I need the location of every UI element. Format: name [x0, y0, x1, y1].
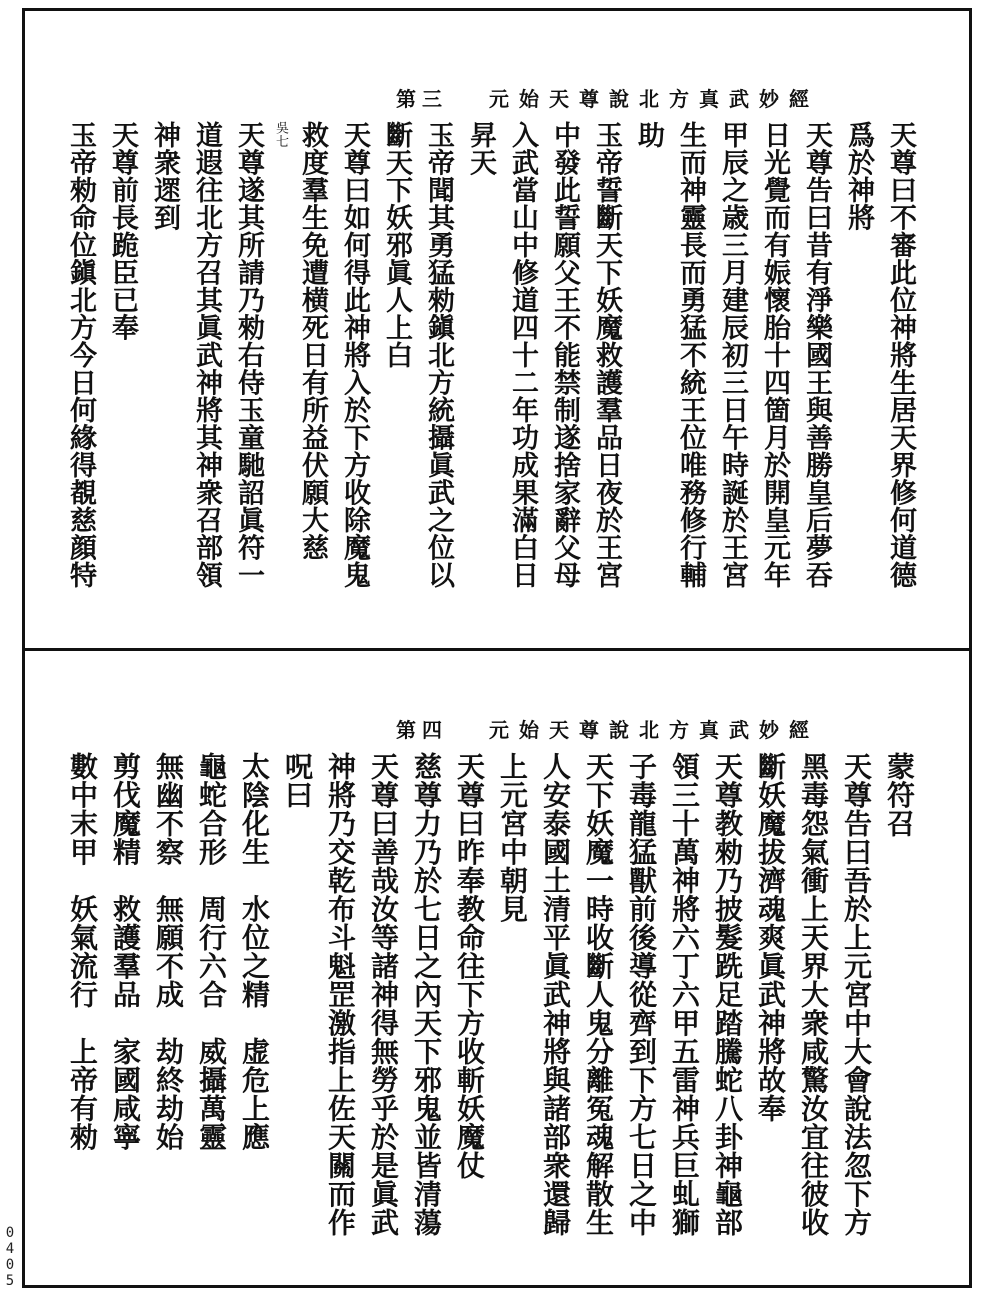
text-column: 子毒龍猛獸前後導從齊到下方七日之中: [625, 752, 658, 1237]
text-column: 天尊告曰昔有淨樂國王與善勝皇后夢吞: [801, 121, 832, 589]
bottom-text-columns: [63, 752, 919, 1237]
text-column: 入武當山中修道四十二年功成果滿白日: [507, 121, 538, 589]
top-panel: [25, 11, 969, 647]
text-column: 蒙符召: [883, 752, 916, 838]
text-column: 天尊曰如何得此神將入於下方收除魔鬼: [339, 121, 370, 589]
text-column: 爲於神將: [843, 121, 874, 231]
text-column: 神將乃交乾布斗魁罡激指上佐天關而作: [324, 752, 357, 1237]
text-column: 道遐往北方召其眞武神將其神衆召部領: [191, 121, 222, 589]
top-text-columns: [61, 121, 919, 589]
text-column: 天尊告曰吾於上元宮中大會說法忽下方: [840, 752, 873, 1237]
text-column: 助: [633, 121, 664, 149]
verse-column: 龜蛇合形 周行六合 威攝萬靈: [195, 752, 228, 1151]
text-column: 天尊曰不審此位神將生居天界修何道德: [885, 121, 916, 589]
text-column: 中發此誓願父王不能禁制遂捨家辭父母: [549, 121, 580, 589]
bottom-sutra-title: 元始天尊說北方真武妙經: [489, 718, 819, 742]
text-column: 生而神靈長而勇猛不統王位唯務修行輔: [675, 121, 706, 589]
text-column: 人安泰國土清平眞武神將與諸部衆還歸: [539, 752, 572, 1237]
text-column: 天尊前長跪臣已奉: [107, 121, 138, 341]
text-column: 黑毒怨氣衝上天界大衆咸驚汝宜往彼收: [797, 752, 830, 1237]
bottom-panel: [25, 652, 969, 1285]
text-column: 上元宮中朝見: [496, 752, 529, 923]
text-column: 神衆遝到: [149, 121, 180, 231]
top-header: [396, 83, 819, 112]
text-column: 玉帝勑命位鎭北方今日何緣得覩慈顔特: [65, 121, 96, 589]
text-column: 日光覺而有娠懷胎十四箇月於開皇元年: [759, 121, 790, 589]
top-page-number: 第三: [396, 87, 449, 111]
text-column: 天尊曰昨奉教命往下方收斬妖魔仗: [453, 752, 486, 1180]
text-column: 天尊遂其所請乃勑右侍玉童馳詔眞符一: [233, 121, 264, 589]
verse-column: 數中末甲 妖氣流行 上帝有勑: [66, 752, 99, 1151]
bottom-page-number: 第四: [396, 718, 449, 742]
text-column: 昇天: [465, 121, 496, 176]
text-column: 呪曰: [281, 752, 314, 809]
text-column: 斷天下妖邪眞人上白: [381, 121, 412, 369]
margin-page-number: 0405: [2, 1225, 18, 1289]
bottom-header: [396, 714, 819, 743]
verse-column: 剪伐魔精 救護羣品 家國咸寧: [109, 752, 142, 1151]
verse-column: 無幽不察 無願不成 劫終劫始: [152, 752, 185, 1151]
text-column: 玉帝聞其勇猛勑鎭北方統攝眞武之位以: [423, 121, 454, 589]
small-note: 吳七: [273, 121, 288, 148]
panel-divider: [22, 648, 972, 651]
text-column: 天尊教勑乃披髮跣足踏騰蛇八卦神龜部: [711, 752, 744, 1237]
text-column: 救度羣生免遭横死日有所益伏願大慈: [297, 121, 328, 561]
top-sutra-title: 元始天尊說北方真武妙經: [489, 87, 819, 111]
text-column: 天尊曰善哉汝等諸神得無勞乎於是眞武: [367, 752, 400, 1237]
text-column: 天下妖魔一時收斷人鬼分離冤魂解散生: [582, 752, 615, 1237]
text-column: 甲辰之歳三月建辰初三日午時誕於王宮: [717, 121, 748, 589]
text-column: 領三十萬神將六丁六甲五雷神兵巨虬獅: [668, 752, 701, 1237]
text-column: 斷妖魔拔濟魂爽眞武神將故奉: [754, 752, 787, 1123]
text-column: 慈尊力乃於七日之內天下邪鬼並皆清蕩: [410, 752, 443, 1237]
verse-column: 太陰化生 水位之精 虚危上應: [238, 752, 271, 1151]
text-column: 玉帝誓斷天下妖魔救護羣品日夜於王宮: [591, 121, 622, 589]
